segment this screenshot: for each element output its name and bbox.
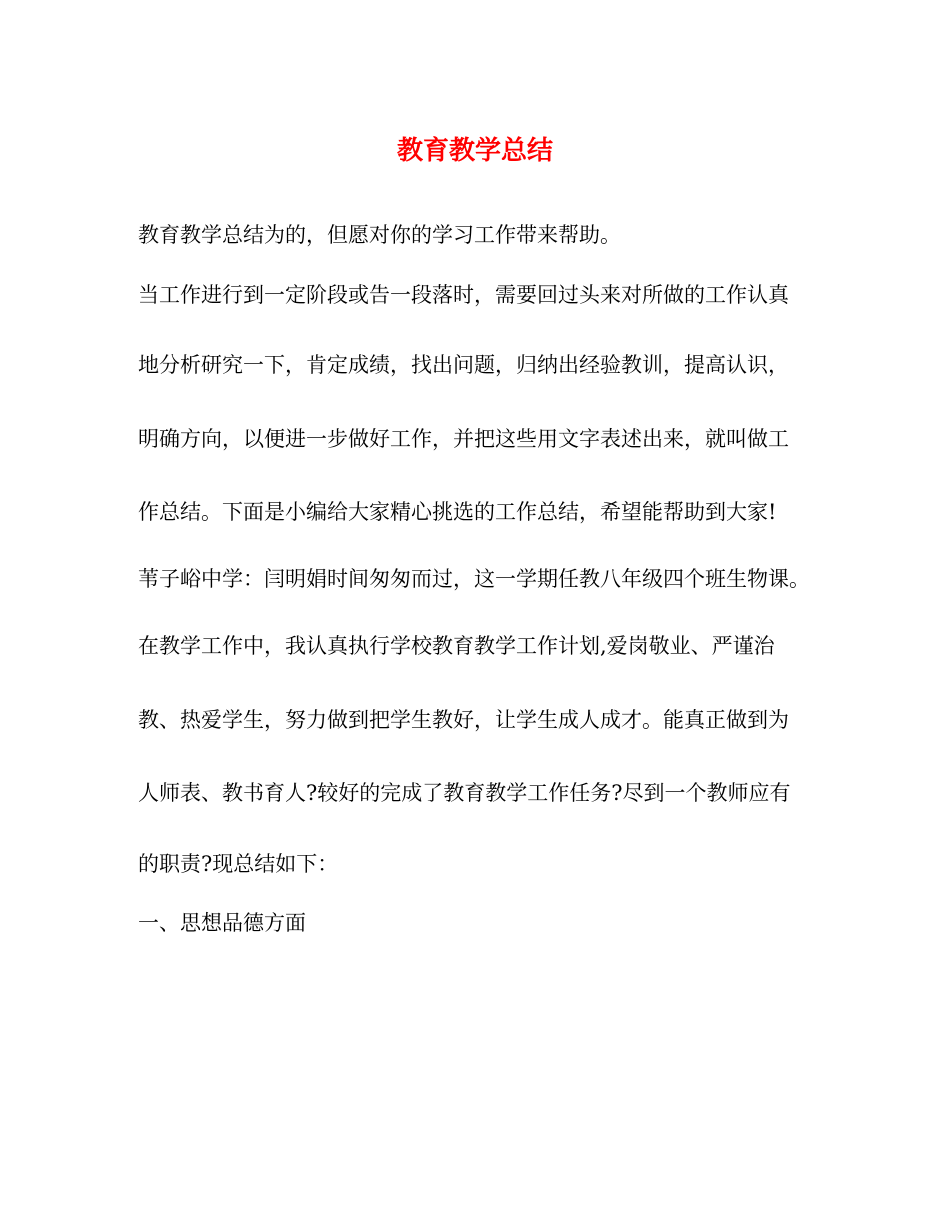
paragraph-line: 苇子峪中学：闫明娟时间匆匆而过，这一学期任教八年级四个班生物课。 — [138, 567, 810, 591]
section-heading: 一、思想品德方面 — [138, 911, 306, 935]
paragraph-line: 在教学工作中，我认真执行学校教育教学工作计划,爱岗敬业、严谨治 — [138, 634, 775, 658]
paragraph-line: 当工作进行到一定阶段或告一段落时，需要回过头来对所做的工作认真 — [138, 283, 789, 307]
paragraph-line: 作总结。下面是小编给大家精心挑选的工作总结，希望能帮助到大家! — [138, 500, 777, 524]
paragraph-line: 明确方向，以便进一步做好工作，并把这些用文字表述出来，就叫做工 — [138, 427, 789, 451]
paragraph-line: 人师表、教书育人?较好的完成了教育教学工作任务?尽到一个教师应有 — [138, 781, 791, 805]
paragraph-line: 的职责?现总结如下： — [138, 852, 339, 876]
document-title: 教育教学总结 — [396, 136, 553, 166]
paragraph-line: 教育教学总结为的，但愿对你的学习工作带来帮助。 — [138, 223, 621, 247]
paragraph-line: 地分析研究一下，肯定成绩，找出问题，归纳出经验教训，提高认识， — [138, 353, 789, 377]
paragraph-line: 教、热爱学生，努力做到把学生教好，让学生成人成才。能真正做到为 — [138, 708, 789, 732]
